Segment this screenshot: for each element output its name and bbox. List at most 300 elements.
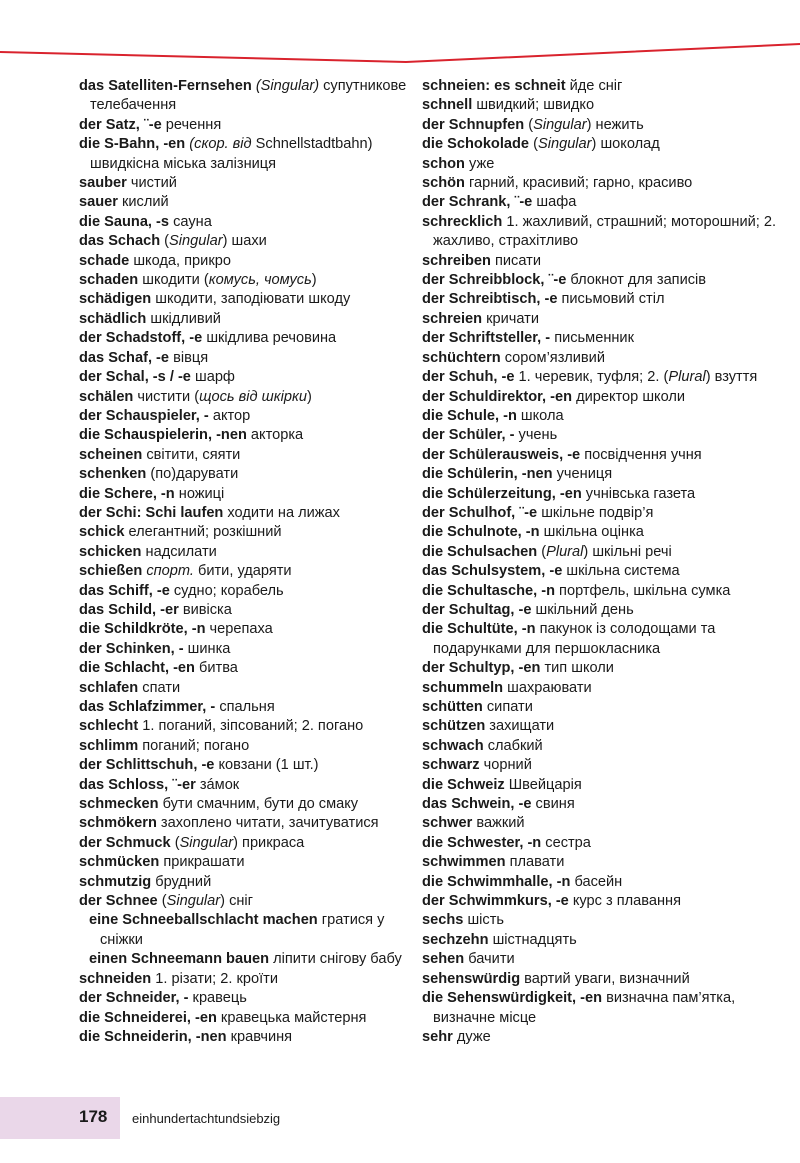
entry-headword: die Schülerzeitung, -en [422,485,582,502]
dictionary-entry [422,213,792,252]
dictionary-entry [79,290,409,309]
dictionary-entry [79,485,409,504]
dictionary-entry [422,989,792,1028]
entry-translation: кислий [117,194,169,211]
entry-translation: світити, сяяти [142,446,241,463]
entry-headword: schaden [79,272,139,289]
dictionary-entry [422,523,792,542]
dictionary-entry [422,329,792,348]
entry-translation: письмовий стіл [557,291,665,308]
entry-headword: der Schadstoff, -e [79,330,203,347]
dictionary-entry [79,698,409,717]
entry-headword: der Schwimmkurs, -e [422,893,569,910]
entry-note: Singular [179,834,234,851]
entry-headword: sauer [79,194,118,211]
entry-headword: die Schultasche, -n [422,582,555,599]
entry-translation: ( [157,893,167,910]
dictionary-entry [79,1028,409,1047]
entry-translation: 1. різати; 2. кроїти [151,970,278,987]
entry-headword: der Schmuck [79,834,171,851]
entry-headword: schmücken [79,854,160,871]
dictionary-entry [422,873,792,892]
dictionary-entry [79,174,409,193]
entry-headword: schon [422,155,465,172]
entry-translation: супутникове телебачення [90,78,407,114]
dictionary-entry [422,349,792,368]
entry-translation: гратися у сніжки [100,912,385,948]
entry-note: Plural [546,543,584,560]
entry-translation: шкільне подвір’я [537,504,654,521]
entry-headword: sehen [422,951,465,968]
dictionary-entry [79,795,409,814]
entry-translation: бачити [464,951,515,968]
dictionary-entry [422,582,792,601]
dictionary-entry [422,174,792,193]
entry-headword: schreiben [422,252,491,269]
entry-headword: schwer [422,815,473,832]
entry-translation: курс з плавання [568,893,682,910]
dictionary-entry [422,679,792,698]
dictionary-entry [422,368,792,387]
entry-translation: ( [529,136,538,153]
entry-note: (Singular) [255,78,320,94]
entry-translation: ліпити снігову бабу [269,951,402,968]
entry-translation: ) [311,272,317,289]
header-accent-line [0,44,800,62]
dictionary-entry [79,77,409,116]
entry-headword: der Schuh, -e [422,369,515,386]
header-decoration [0,0,800,70]
dictionary-entry [422,446,792,465]
entry-headword: schädigen [79,291,152,308]
entry-headword: die Schulsachen [422,543,538,560]
dictionary-entry [79,717,409,736]
dictionary-entry [79,426,409,445]
entry-translation: Schnellstadtbahn) швидкісна міська залізниця [90,136,373,172]
dictionary-column-right [422,77,792,1047]
entry-translation: захоплено читати, зачитуватися [156,815,379,832]
dictionary-entry [79,388,409,407]
entry-translation: вівця [169,349,209,366]
dictionary-entry [422,426,792,445]
entry-translation: учениця [552,466,613,483]
entry-headword: die Schultüte, -n [422,621,536,638]
entry-headword: das Schild, -er [79,601,179,618]
dictionary-entry [422,892,792,911]
entry-headword: schmecken [79,796,159,813]
entry-translation: спальня [215,699,275,715]
entry-headword: schicken [79,543,142,560]
entry-translation: шкодити, заподіювати шкоду [151,291,351,308]
dictionary-entry [79,543,409,562]
dictionary-entry [422,911,792,930]
dictionary-entry [422,737,792,756]
entry-translation: дуже [452,1028,491,1045]
entry-translation: пакунок із солодощами та подарунками для першокласника [433,621,716,657]
entry-headword: schädlich [79,310,147,327]
entry-headword: die Schneiderin, -nen [79,1028,227,1045]
dictionary-entry [79,601,409,620]
entry-headword: die Schauspielerin, -nen [79,427,247,444]
entry-headword: der Schriftsteller, - [422,330,551,347]
entry-headword: der Schuldirektor, -en [422,388,573,405]
entry-translation: ( [537,543,547,560]
dictionary-entry [79,465,409,484]
dictionary-entry [422,193,792,212]
dictionary-column-left [79,77,409,1047]
entry-headword: schießen [79,563,143,580]
entry-translation: ) [306,388,312,405]
entry-headword: schenken [79,466,147,483]
entry-headword: schüchtern [422,349,501,366]
dictionary-entry [79,911,409,950]
entry-headword: der Schüler, - [422,427,515,444]
entry-headword: schwach [422,737,484,754]
entry-note: комусь, чомусь [208,272,312,289]
dictionary-entry [422,485,792,504]
entry-translation: чистити ( [133,388,200,405]
entry-note: Singular [537,136,592,153]
entry-note: Singular [169,233,223,250]
entry-headword: scheinen [79,446,143,463]
entry-translation: учень [514,427,558,444]
entry-translation: черепаха [205,621,273,638]
entry-translation: кравецька майстерня [216,1009,367,1026]
entry-translation: сестра [541,834,591,851]
entry-translation: письменник [550,330,634,347]
entry-translation: вивіска [178,601,232,618]
dictionary-entry [422,834,792,853]
entry-headword: das Schwein, -e [422,796,532,813]
dictionary-entry [79,135,409,174]
entry-headword: die Schwimmhalle, -n [422,873,571,890]
entry-translation: йде сніг [565,78,623,94]
entry-headword: die Schülerin, -nen [422,466,553,483]
entry-headword: der Schreibtisch, -e [422,291,558,308]
entry-translation: ножиці [174,485,225,502]
dictionary-entry [79,582,409,601]
entry-translation: захищати [485,718,555,735]
entry-translation: чистий [126,175,177,192]
entry-translation: свиня [531,796,575,813]
entry-translation: акторка [246,427,304,444]
entry-translation: шкода, прикро [129,252,231,269]
dictionary-entry [422,970,792,989]
dictionary-entry [422,776,792,795]
entry-translation: басейн [570,873,623,890]
entry-headword: der Schülerausweis, -e [422,446,581,463]
entry-headword: die Schwester, -n [422,834,542,851]
dictionary-entry [79,640,409,659]
dictionary-entry [79,776,409,795]
dictionary-entry [422,96,792,115]
entry-translation: шкідлива речовина [202,330,337,347]
dictionary-entry [422,77,792,96]
dictionary-entry [422,543,792,562]
entry-translation: шахраювати [503,679,592,696]
dictionary-entry [422,465,792,484]
entry-translation: ( [524,116,534,133]
entry-translation: ) шкільні речі [583,543,672,560]
dictionary-entry [79,892,409,911]
entry-headword: sechs [422,912,464,929]
entry-headword: die Schulnote, -n [422,524,540,541]
entry-translation: кричати [482,310,539,327]
entry-headword: der Schal, -s / -e [79,369,191,386]
entry-translation: ходити на лижах [223,504,340,521]
dictionary-entry [79,232,409,251]
dictionary-entry [79,873,409,892]
entry-translation: школа [516,407,564,424]
entry-headword: sauber [79,175,127,192]
entry-translation: 1. жахливий, страшний; моторошний; 2. жахливо, страхітливо [433,213,777,250]
entry-headword: die Schere, -n [79,485,175,502]
entry-headword: sehr [422,1028,453,1045]
dictionary-entry [422,116,792,135]
entry-translation: уже [464,155,495,172]
entry-headword: schlafen [79,679,139,696]
entry-headword: schlimm [79,737,139,754]
dictionary-entry [422,504,792,523]
entry-headword: der Schlittschuh, -e [79,757,215,774]
entry-translation: учнівська газета [581,485,696,502]
page-number: 178 [79,1107,108,1126]
entry-headword: das Schiff, -e [79,582,170,599]
entry-headword: schwarz [422,757,480,774]
entry-headword: der Schnupfen [422,116,525,133]
dictionary-entry [79,853,409,872]
entry-headword: schälen [79,388,134,405]
entry-headword: der Schulhof, ¨-e [422,504,538,521]
entry-translation: поганий; погано [138,737,250,754]
entry-note: Plural [668,369,706,386]
entry-headword: das Schlafzimmer, - [79,699,216,715]
entry-headword: der Schauspieler, - [79,407,209,424]
entry-headword: die Schildkröte, -n [79,621,206,638]
entry-translation: чорний [479,757,532,774]
entry-translation: блокнот для записів [566,272,707,289]
entry-translation: шістнадцять [488,931,577,948]
dictionary-entry [79,446,409,465]
entry-note: спорт. [146,563,194,580]
dictionary-entry [79,620,409,639]
dictionary-entry [79,814,409,833]
entry-headword: die Schlacht, -en [79,660,195,677]
dictionary-entry [79,659,409,678]
entry-translation: слабкий [483,737,543,754]
dictionary-entry [79,407,409,426]
dictionary-entry [422,756,792,775]
entry-headword: schlecht [79,718,139,735]
page-number-words: einhundertachtundsiebzig [132,1111,281,1126]
dictionary-entry [422,795,792,814]
dictionary-entry [79,271,409,290]
entry-translation: писати [490,252,541,269]
entry-translation: ( [170,834,180,851]
dictionary-entry [79,562,409,581]
entry-translation: речення [161,116,222,133]
dictionary-entry [79,193,409,212]
entry-translation: судно; корабель [169,582,284,599]
entry-headword: schütten [422,699,483,715]
entry-translation: шкодити ( [138,272,209,289]
entry-translation: шафа [532,194,577,211]
entry-translation: шарф [190,369,235,386]
entry-headword: die Schneiderei, -en [79,1009,217,1026]
entry-headword: das Schulsystem, -e [422,563,563,580]
entry-headword: der Schneider, - [79,990,189,1007]
dictionary-entry [422,271,792,290]
entry-headword: die Sehenswürdigkeit, -en [422,990,603,1007]
entry-headword: der Schreibblock, ¨-e [422,272,567,289]
entry-headword: schmökern [79,815,157,832]
entry-translation: битва [194,660,238,677]
dictionary-entry [79,116,409,135]
entry-translation: ) взуття [705,369,758,386]
entry-headword: schick [79,524,125,541]
entry-headword: die S-Bahn, -en [79,136,186,153]
entry-translation: ) шоколад [591,136,660,153]
entry-translation: важкий [472,815,525,832]
entry-headword: das Schloss, ¨-er [79,776,196,793]
entry-translation: тип школи [540,660,614,677]
entry-headword: schneien: es schneit [422,78,566,94]
dictionary-entry [79,756,409,775]
entry-headword: schade [79,252,130,269]
entry-headword: der Schi: Schi laufen [79,504,224,521]
entry-translation: Швейцарія [504,776,582,793]
entry-translation: визначна пам’ятка, визначне місце [433,990,736,1026]
dictionary-entry [422,135,792,154]
entry-headword: sehenswürdig [422,970,521,987]
dictionary-entry [422,407,792,426]
entry-translation: посвідчення учня [580,446,702,463]
entry-headword: schneiden [79,970,152,987]
dictionary-entry [422,388,792,407]
dictionary-entry [422,601,792,620]
entry-translation: зáмок [195,776,240,793]
dictionary-entry [422,620,792,659]
entry-headword: sechzehn [422,931,489,948]
dictionary-entry [79,368,409,387]
entry-translation: шинка [183,640,231,657]
entry-headword: eine Schneeballschlacht machen [89,912,318,929]
entry-translation: шкільна оцінка [539,524,644,541]
entry-translation: шість [463,912,504,929]
entry-translation: кравчиня [226,1028,293,1045]
dictionary-entry [79,504,409,523]
entry-headword: die Schokolade [422,136,530,153]
dictionary-entry [422,155,792,174]
dictionary-entry [79,310,409,329]
entry-translation: сипати [482,699,533,715]
entry-translation: ( [160,233,170,250]
entry-translation: елегантний; розкішний [124,524,282,541]
entry-translation: вартий уваги, визначний [520,970,690,987]
entry-translation: актор [208,407,251,424]
entry-headword: der Schultyp, -en [422,660,541,677]
dictionary-entry [422,290,792,309]
entry-translation: шкідливий [146,310,221,327]
entry-headword: der Satz, ¨-e [79,116,162,133]
entry-headword: der Schnee [79,893,158,910]
entry-translation: швидкий; швидко [472,97,595,114]
entry-note: (скор. від [189,136,252,153]
dictionary-entry [422,252,792,271]
entry-headword: die Schweiz [422,776,505,793]
entry-translation: (по)дарувати [146,466,239,483]
entry-translation: ) нежить [586,116,644,133]
entry-translation: ) сніг [220,893,253,910]
dictionary-entry [79,970,409,989]
dictionary-entry [422,950,792,969]
entry-note: Singular [166,893,221,910]
entry-note: Singular [533,116,587,133]
dictionary-entry [79,737,409,756]
entry-translation: плавати [505,854,565,871]
dictionary-entry [79,1009,409,1028]
entry-headword: schreien [422,310,483,327]
entry-translation: спати [138,679,181,696]
entry-headword: schön [422,175,465,192]
entry-headword: schwimmen [422,854,506,871]
entry-translation: ковзани (1 шт.) [214,757,319,774]
dictionary-entry [422,310,792,329]
dictionary-entry [79,989,409,1008]
entry-headword: schmutzig [79,873,152,890]
entry-translation: надсилати [141,543,217,560]
dictionary-entry [422,853,792,872]
dictionary-entry [79,523,409,542]
entry-headword: das Satelliten-Fernsehen [79,78,252,94]
entry-headword: schützen [422,718,486,735]
entry-translation: сауна [169,213,212,230]
entry-translation: 1. черевик, туфля; 2. ( [514,369,669,386]
entry-translation: шкільний день [531,601,634,618]
entry-translation: прикрашати [159,854,245,871]
dictionary-entry [79,349,409,368]
entry-headword: das Schach [79,233,161,250]
dictionary-entry [79,834,409,853]
entry-translation: гарний, красивий; гарно, красиво [464,175,693,192]
entry-headword: die Schule, -n [422,407,517,424]
dictionary-entry [79,679,409,698]
entry-translation: шкільна система [562,563,680,580]
entry-headword: schummeln [422,679,504,696]
dictionary-entry [422,562,792,581]
entry-translation: ) шахи [222,233,267,250]
entry-note: щось від шкірки [199,388,307,405]
dictionary-entry [422,717,792,736]
entry-translation: ) прикраса [233,834,305,851]
dictionary-entry [79,329,409,348]
dictionary-entry [422,698,792,717]
entry-translation: кравець [188,990,247,1007]
dictionary-entry [422,659,792,678]
entry-translation: брудний [151,873,212,890]
entry-translation: бити, ударяти [193,563,292,580]
entry-headword: die Sauna, -s [79,213,170,230]
dictionary-entry [422,814,792,833]
dictionary-entry [422,931,792,950]
dictionary-entry [79,213,409,232]
entry-headword: einen Schneemann bauen [89,951,270,968]
entry-headword: der Schinken, - [79,640,184,657]
entry-headword: der Schultag, -e [422,601,532,618]
entry-headword: der Schrank, ¨-e [422,194,533,211]
dictionary-entry [422,1028,792,1047]
entry-translation: 1. поганий, зіпсований; 2. погано [138,718,364,735]
